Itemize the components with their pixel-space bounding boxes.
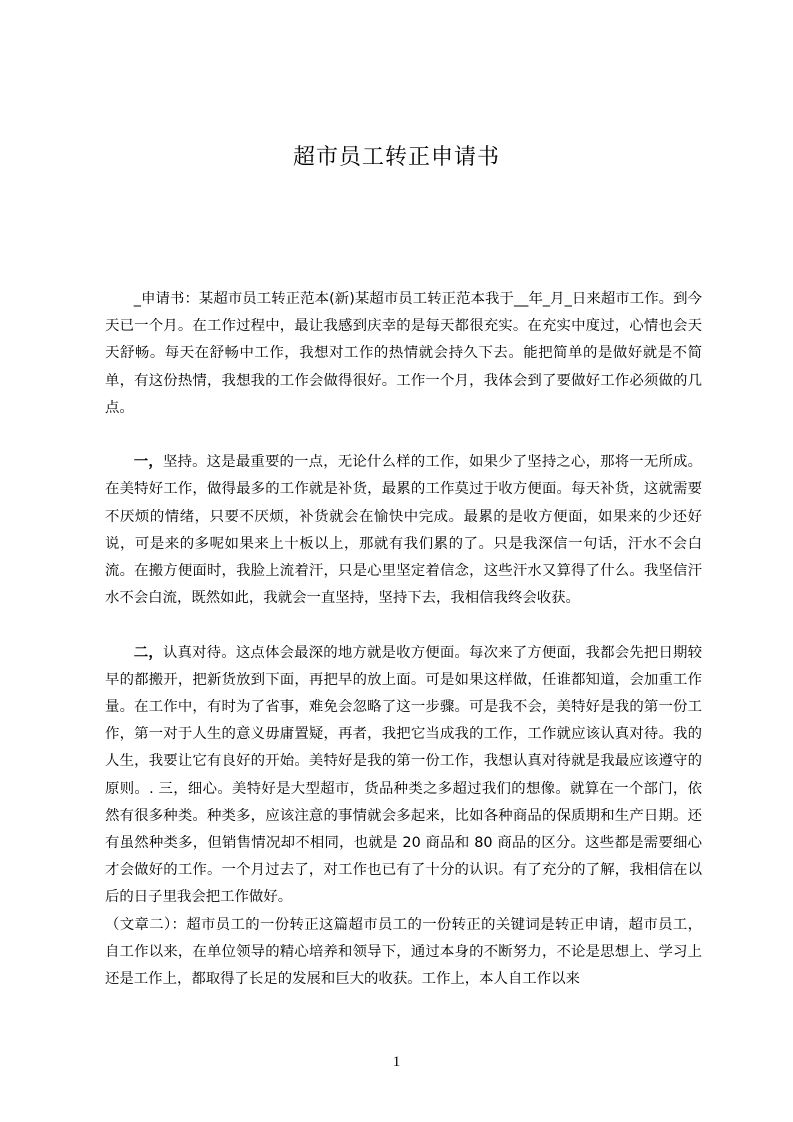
point-one-text: 坚持。这是最重要的一点，无论什么样的工作，如果少了坚持之心，那将一无所成。在美特好工作，做得最多的工作就是补货，最累的工作莫过于收方便面。每天补货，这就需要不厌烦的情绪，只要不厌烦，补货就会在愉快中完成。最累的是收方便面，如果来的少还好说，可是来的多呢如果来上十板以上，那就有我们累的了。只是我深信一句话，汗水不会白流。在搬方便面时，我脸上流着汗，只是心里坚定着信念，这些汗水又算得了什么。我坚信汗水不会白流，既然如此，我就会一直坚持，坚持下去，我相信我终会收获。 <box>105 454 702 607</box>
point-two-text: 认真对待。这点体会最深的地方就是收方便面。每次来了方便面，我都会先把日期较早的都搬开，把新货放到下面，再把早的放上面。可是如果这样做，任谁都知道，会加重工作量。在工作中，有时为了省事，难免会忽略了这一步骤。可是我不会，美特好是我的第一份工作，第一对于人生的意义毋庸置疑，再者，我把它当成我的工作，工作就应该认真对待。我的人生，我要让它有良好的开始。美特好是我的第一份工作，我想认真对待就是我最应该遵守的原则。. 三，细心。美特好是大型超市，货品种类之多超过我们的想像。就算在一个部门，依然有很多种类。种类多，应该注意的事情就会多起来，比如各种商品的保质期和生产日期。还有虽然种类多，但销售情况却不相同，也就是 20 商品和 80 商品的区分。这些都是需要细心才会做好的工作。一个月过去了，对工作也已有了十分的认识。有了充分的了解，我相信在以后的日子里我会把工作做好。 <box>105 644 702 906</box>
point-one-number: 一， <box>133 454 163 471</box>
paragraph-intro-text: _申请书：某超市员工转正范本(新)某超市员工转正范本我于__年_月_日来超市工作。到今天已一个月。在工作过程中，最让我感到庆幸的是每天都很充实。在充实中度过，心情也会天天舒畅。每天在舒畅中工作，我想对工作的热情就会持久下去。能把简单的是做好就是不简单，有这份热情，我想我的工作会做得很好。工作一个月，我体会到了要做好工作必须做的几点。 <box>105 291 702 416</box>
article-two-text: （文章二）：超市员工的一份转正这篇超市员工的一份转正的关键词是转正申请，超市员工，自工作以来，在单位领导的精心培养和领导下，通过本身的不断努力，不论是思想上、学习上还是工作上，都取得了长足的发展和巨大的收获。工作上，本人自工作以来 <box>105 916 702 988</box>
document-body <box>105 286 702 993</box>
paragraph-intro <box>105 286 702 422</box>
paragraph-article-two <box>105 912 702 994</box>
point-two-number: 二， <box>133 644 163 661</box>
paragraph-point-two <box>105 640 702 912</box>
page-number: 1 <box>392 1054 401 1070</box>
document-title: 超市员工转正申请书 <box>292 145 500 170</box>
paragraph-point-one <box>105 449 702 612</box>
